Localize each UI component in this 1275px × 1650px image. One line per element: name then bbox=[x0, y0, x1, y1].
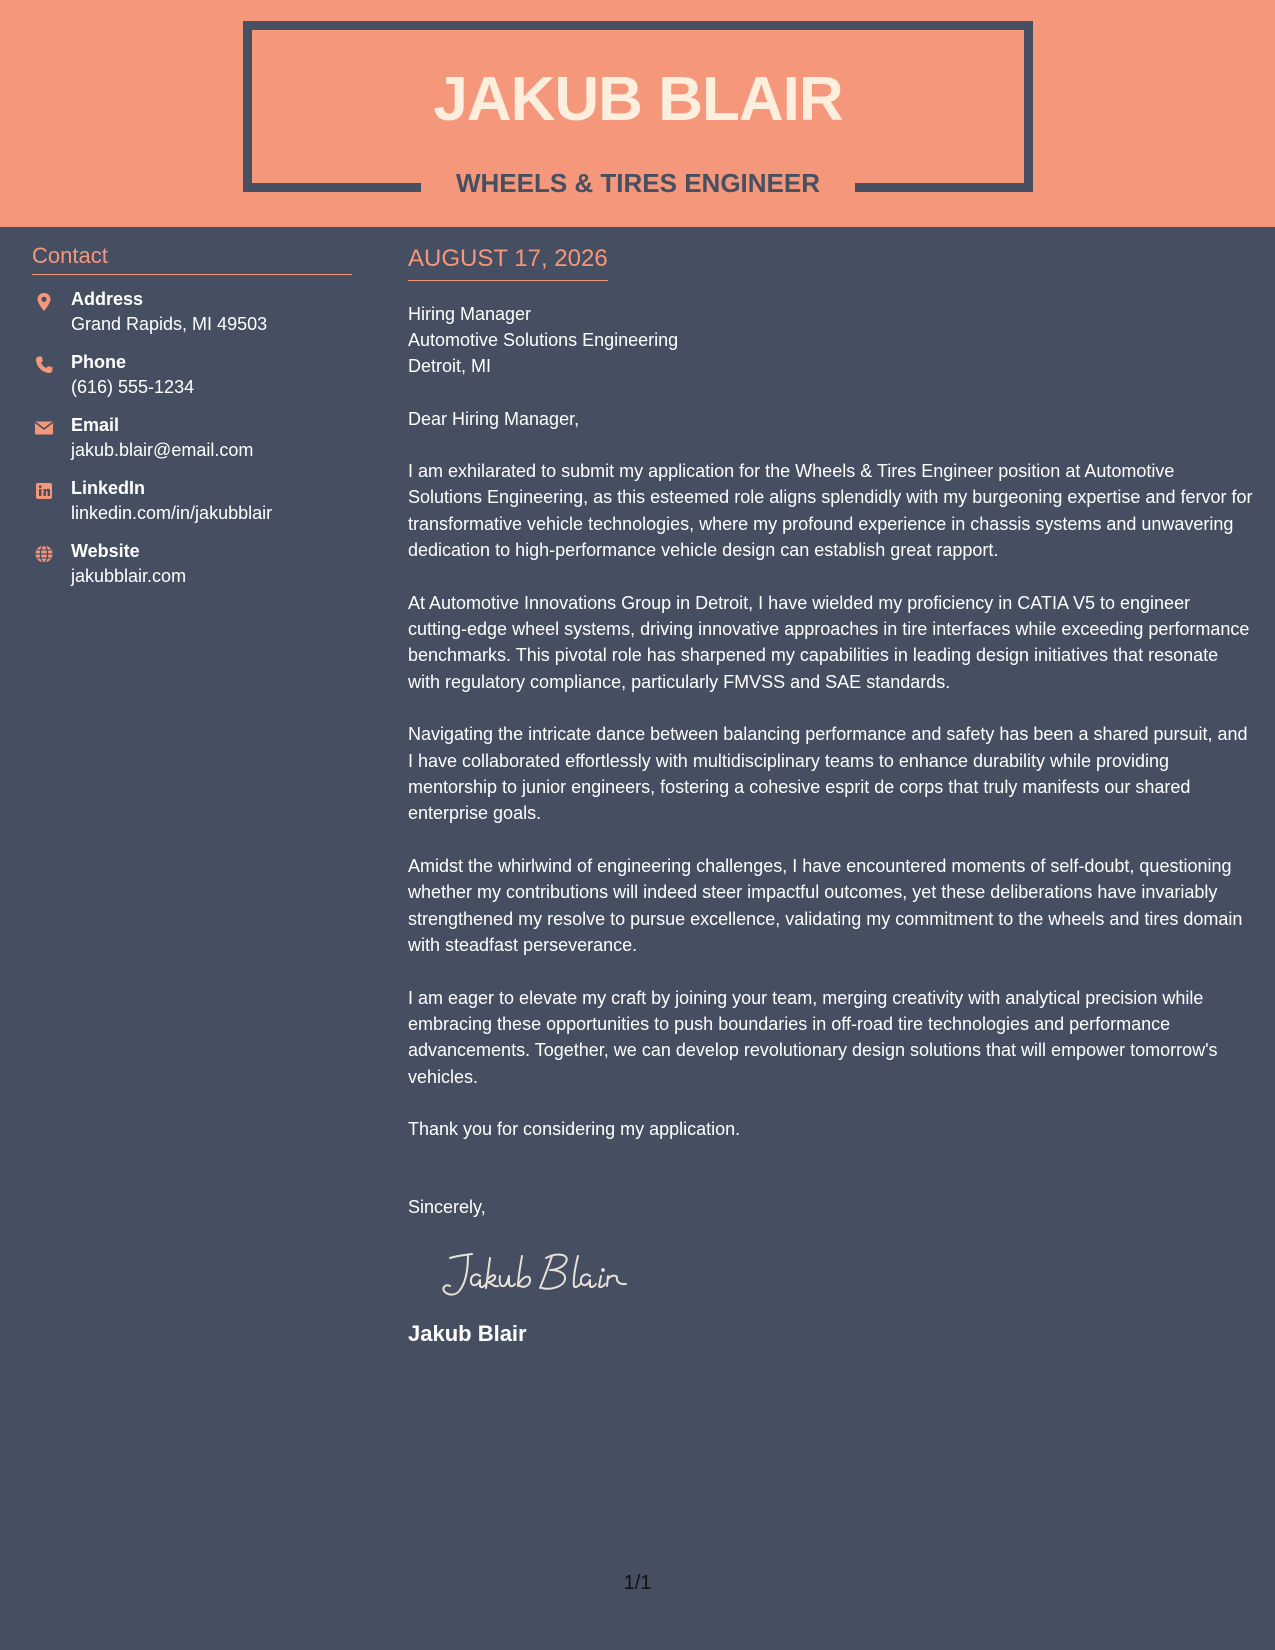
recipient-block bbox=[408, 301, 1253, 379]
letter-body bbox=[408, 244, 1253, 1348]
contact-linkedin[interactable] bbox=[32, 476, 352, 539]
handwritten-signature bbox=[438, 1246, 668, 1302]
signer-name: Jakub Blair bbox=[408, 1321, 527, 1347]
contact-website[interactable] bbox=[32, 539, 352, 602]
letter-paragraph: At Automotive Innovations Group in Detroit, I have wielded my proficiency in CATIA V5 to engineer cutting-edge wheel systems, driving innovative approaches in tire interfaces while exceeding performance benchmarks. This pivotal role has sharpened my capabilities in leading design initiatives that resonate with regulatory compliance, particularly FMVSS and SAE standards. bbox=[408, 592, 1250, 692]
contact-address bbox=[32, 287, 352, 350]
contact-phone bbox=[32, 350, 352, 413]
page-number: 1/1 bbox=[623, 1572, 652, 1594]
letter-paragraph: I am exhilarated to submit my application for the Wheels & Tires Engineer position at Automotive Solutions Engineering, as this esteemed role aligns splendidly with my burgeoning expertise and fervor for transformative vehicle technologies, where my profound experience in chassis systems and unwavering dedication to high-performance vehicle design can establish great rapport. bbox=[408, 461, 1253, 561]
contact-list bbox=[32, 287, 352, 602]
contact-heading: Contact bbox=[32, 242, 352, 275]
recipient-line: Automotive Solutions Engineering bbox=[408, 330, 679, 350]
letter-paragraph: I am eager to elevate my craft by joining your team, merging creativity with analytical precision while embracing these opportunities to push boundaries in off-road tire technologies and performance advancements. Together, we can develop revolutionary design solutions that will empower tomorrow's vehicles. bbox=[408, 987, 1218, 1087]
contact-label: Email bbox=[71, 415, 120, 435]
job-title: WHEELS & TIRES ENGINEER bbox=[455, 168, 821, 198]
contact-label: Website bbox=[71, 541, 140, 561]
applicant-name: JAKUB BLAIR bbox=[433, 65, 843, 134]
recipient-line: Detroit, MI bbox=[408, 356, 492, 376]
contact-label: LinkedIn bbox=[71, 478, 146, 498]
contact-value[interactable]: jakub.blair@email.com bbox=[71, 440, 254, 460]
letter-date: AUGUST 17, 2026 bbox=[408, 244, 608, 281]
globe-icon bbox=[34, 544, 54, 564]
letter-paragraph: Amidst the whirlwind of engineering challenges, I have encountered moments of self-doubt, questioning whether my contributions will indeed steer impactful outcomes, yet these deliberations have invariably strengthened my resolve to pursue excellence, validating my commitment to the wheels and tires domain with steadfast perseverance. bbox=[408, 855, 1243, 956]
contact-sidebar bbox=[32, 242, 352, 602]
phone-icon bbox=[34, 355, 54, 375]
contact-value[interactable]: jakubblair.com bbox=[71, 566, 187, 586]
map-pin-icon bbox=[34, 292, 54, 312]
contact-label: Address bbox=[71, 289, 144, 309]
contact-value: Grand Rapids, MI 49503 bbox=[71, 314, 268, 334]
contact-value[interactable]: linkedin.com/in/jakubblair bbox=[71, 503, 273, 523]
salutation: Dear Hiring Manager, bbox=[408, 409, 580, 429]
letter-paragraph: Navigating the intricate dance between balancing performance and safety has been a shared pursuit, and I have collaborated effortlessly with multidisciplinary teams to enhance durability while providing mentorship to junior engineers, fostering a cohesive esprit de corps that truly manifests our shared enterprise goals. bbox=[408, 724, 1248, 824]
contact-email[interactable] bbox=[32, 413, 352, 476]
linkedin-icon bbox=[34, 481, 54, 501]
contact-value: (616) 555-1234 bbox=[71, 377, 195, 397]
signoff: Sincerely, bbox=[408, 1197, 486, 1218]
recipient-line: Hiring Manager bbox=[408, 304, 532, 324]
frame-top bbox=[243, 21, 1033, 30]
header-band bbox=[0, 0, 1275, 227]
closing-line: Thank you for considering my application. bbox=[408, 1119, 741, 1140]
envelope-icon bbox=[34, 418, 54, 438]
contact-label: Phone bbox=[71, 352, 127, 372]
